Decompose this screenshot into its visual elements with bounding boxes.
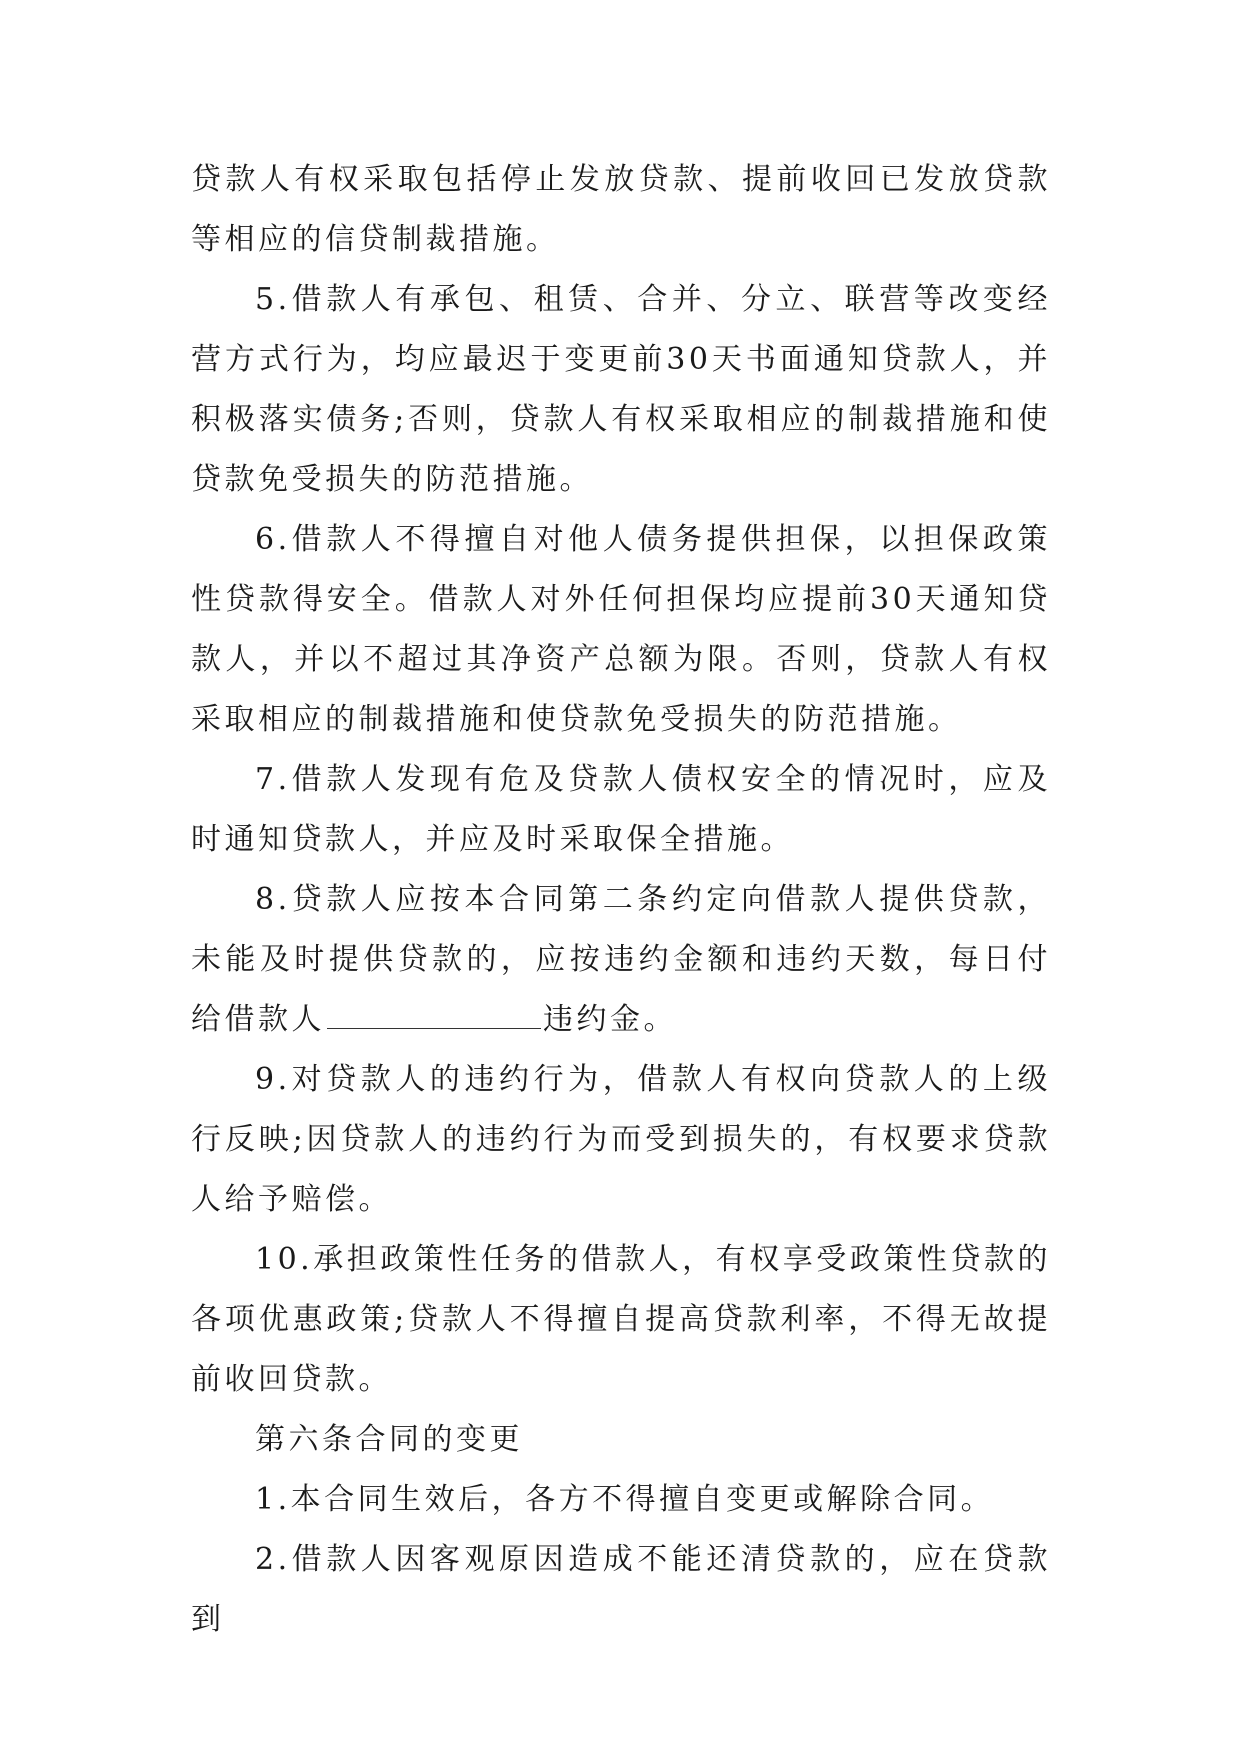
clause-9: 9.对贷款人的违约行为，借款人有权向贷款人的上级行反映;因贷款人的违约行为而受到损失的，有权要求贷款人给予赔偿。 — [191, 1062, 1051, 1217]
clause-10: 10.承担政策性任务的借款人，有权享受政策性贷款的各项优惠政策;贷款人不得擅自提高贷款利率，不得无故提前收回贷款。 — [191, 1242, 1051, 1397]
clause-8 — [191, 870, 1051, 1050]
clause-6: 6.借款人不得擅自对他人债务提供担保，以担保政策性贷款得安全。借款人对外任何担保均应提前30天通知贷款人，并以不超过其净资产总额为限。否则，贷款人有权采取相应的制裁措施和使贷款免受损失的防范措施。 — [191, 522, 1051, 737]
paragraph-continued-clause-4: 贷款人有权采取包括停止发放贷款、提前收回已发放贷款等相应的信贷制裁措施。 — [191, 162, 1051, 257]
article-6-clause-2: 2.借款人因客观原因造成不能还清贷款的，应在贷款到 — [191, 1542, 1051, 1637]
clause-8-text-before-blank: 8.贷款人应按本合同第二条约定向借款人提供贷款，未能及时提供贷款的，应按违约金额和违约天数，每日付给借款人 — [191, 882, 1051, 1037]
clause-8-text-after-blank: 违约金。 — [543, 1002, 677, 1037]
article-6-heading: 第六条合同的变更 — [255, 1422, 523, 1457]
clause-5: 5.借款人有承包、租赁、合并、分立、联营等改变经营方式行为，均应最迟于变更前30天书面通知贷款人，并积极落实债务;否则，贷款人有权采取相应的制裁措施和使贷款免受损失的防范措施。 — [191, 282, 1051, 497]
document-page — [191, 150, 1051, 1650]
penalty-amount-blank — [327, 1024, 541, 1029]
article-6-clause-1: 1.本合同生效后，各方不得擅自变更或解除合同。 — [255, 1482, 995, 1517]
clause-7: 7.借款人发现有危及贷款人债权安全的情况时，应及时通知贷款人，并应及时采取保全措施。 — [191, 762, 1051, 857]
